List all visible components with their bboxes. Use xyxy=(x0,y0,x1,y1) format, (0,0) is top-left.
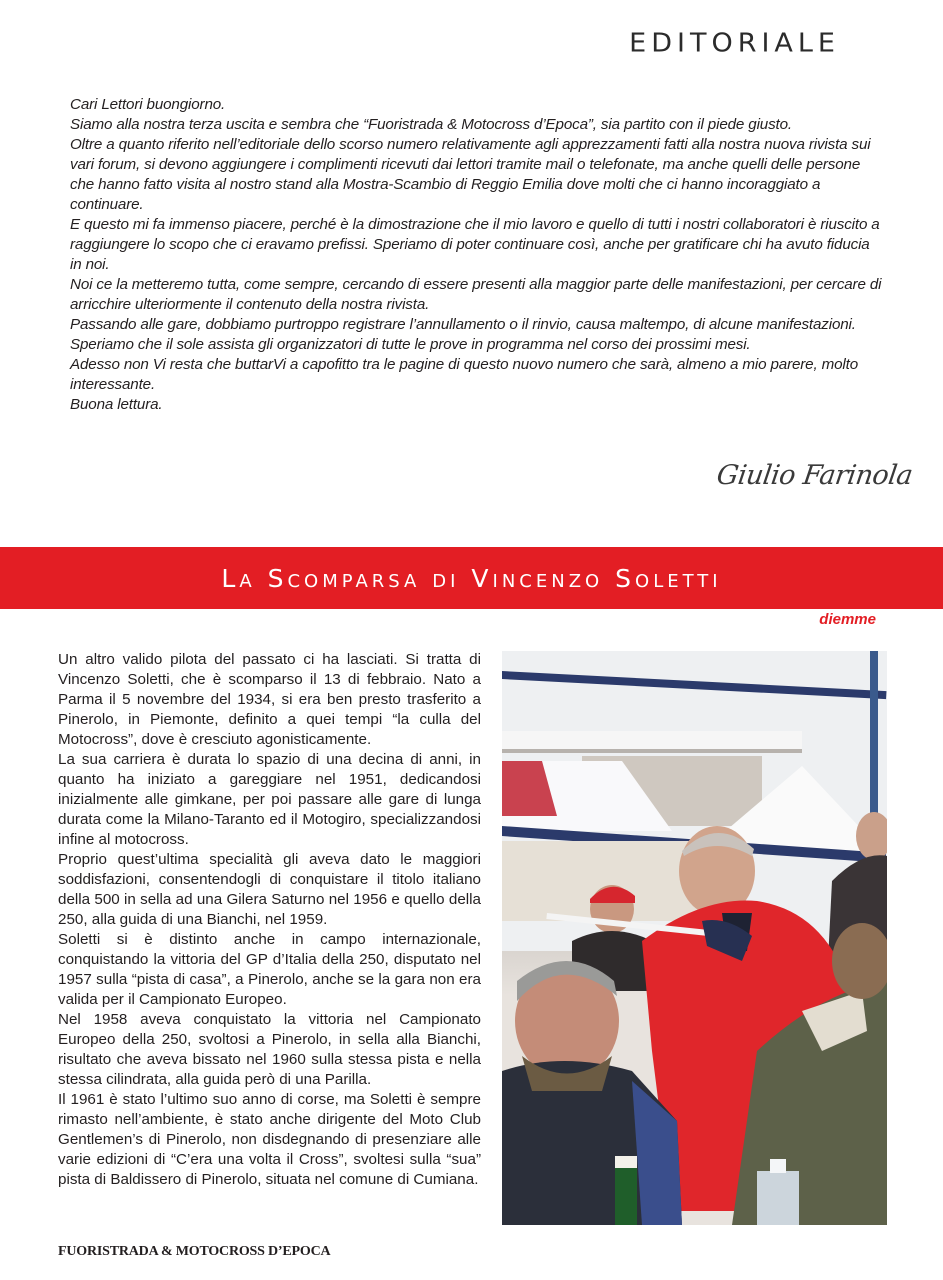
title-word: Vincenzo xyxy=(471,563,604,593)
article-title xyxy=(221,564,721,593)
article-photo xyxy=(502,651,887,1225)
article-paragraph: Un altro valido pilota del passato ci ha lasciati. Si tratta di Vincenzo Soletti, che è scomparso il 13 di febbraio. Nato a Parma il 5 novembre del 1934, si era ben presto trasferito a Pinerolo, in Piemonte, definito a quei tempi “la culla del Motocross”, dove è cresciuto agonisticamente. xyxy=(58,651,481,748)
article-paragraph: La sua carriera è durata lo spazio di una decina di anni, in quanto ha iniziato a gareggiare nel 1951, dedicandosi inizialmente alle gimkane, per poi passare alle gare di lunga durata come la Milano-Taranto ed il Motogiro, specializzandosi infine al motocross. xyxy=(58,751,481,848)
article-body xyxy=(58,650,481,1190)
editorial-paragraph: E questo mi fa immenso piacere, perché è la dimostrazione che il mio lavoro e quello di tutti i nostri collaboratori è riuscito a raggiungere lo scopo che ci eravamo prefissi. Speriamo di poter continuare così, anche per gratificare chi ha avuto fiducia in noi. xyxy=(70,216,880,273)
editorial-paragraph: Adesso non Vi resta che buttarVi a capofitto tra le pagine di questo nuovo numero che sarà, almeno a mio parere, molto interessante. xyxy=(70,356,859,393)
title-word: La xyxy=(221,563,256,593)
editorial-paragraph: Cari Lettori buongiorno. xyxy=(70,96,226,113)
editor-signature: Giulio Farinola xyxy=(714,460,915,491)
editorial-body xyxy=(70,95,885,415)
title-word: di xyxy=(432,563,460,593)
editorial-paragraph: Siamo alla nostra terza uscita e sembra che “Fuoristrada & Motocross d’Epoca”, sia partito con il piede giusto. xyxy=(70,116,792,133)
editorial-paragraph: Noi ce la metteremo tutta, come sempre, cercando di essere presenti alla maggior parte delle manifestazioni, per cercare di arricchire ulteriormente il contenuto della nostra rivista. xyxy=(70,276,882,313)
article-paragraph: Il 1961 è stato l’ultimo suo anno di corse, ma Soletti è sempre rimasto nell’ambiente, è stato anche dirigente del Moto Club Gentlemen’s di Pinerolo, non disdegnando di presenziare alle varie edizioni di “C’era una volta il Cross”, svoltesi sulla “sua” pista di Baldissero di Pinerolo, situata nel comune di Cumiana. xyxy=(58,1091,481,1188)
article-byline: diemme xyxy=(819,611,876,628)
article-paragraph: Nel 1958 aveva conquistato la vittoria nel Campionato Europeo della 250, svoltosi a Pinerolo, in sella alla Bianchi, risultato che aveva bissato nel 1960 sulla stessa pista e nella stessa cilindrata, alla guida però di una Parilla. xyxy=(58,1011,481,1088)
editorial-paragraph: Oltre a quanto riferito nell’editoriale dello scorso numero relativamente agli apprezzamenti fatti alla nostra nuova rivista sui vari forum, si devono aggiungere i complimenti ricevuti dai lettori tramite mail o telefonate, ma anche quelli delle persone che hanno fatto visita al nostro stand alla Mostra-Scambio di Reggio Emilia dove molti che ci hanno incoraggiato a continuare. xyxy=(70,136,871,213)
article-paragraph: Proprio quest’ultima specialità gli aveva dato le maggiori soddisfazioni, consentendogli di conquistare il titolo italiano della 500 in sella ad una Gilera Saturno nel 1956 e quello della 250, alla guida di una Bianchi, nel 1959. xyxy=(58,851,481,928)
photo-illustration xyxy=(502,651,887,1225)
editorial-paragraph: Passando alle gare, dobbiamo purtroppo registrare l’annullamento o il rinvio, causa maltempo, di alcune manifestazioni. Speriamo che il sole assista gli organizzatori di tutte le prove in programma nel corso dei prossimi mesi. xyxy=(70,316,856,353)
magazine-footer: FUORISTRADA & MOTOCROSS D’EPOCA xyxy=(58,1244,331,1259)
article-paragraph: Soletti si è distinto anche in campo internazionale, conquistando la vittoria del GP d’Italia della 250, disputato nel 1957 sulla “pista di casa”, a Pinerolo, anche se la gara non era valida per il Campionato Europeo. xyxy=(58,931,481,1008)
section-label: EDITORIALE xyxy=(629,28,840,59)
title-word: Soletti xyxy=(615,563,722,593)
editorial-paragraph: Buona lettura. xyxy=(70,396,163,413)
article-title-banner xyxy=(0,547,943,609)
title-word: Scomparsa xyxy=(267,563,421,593)
